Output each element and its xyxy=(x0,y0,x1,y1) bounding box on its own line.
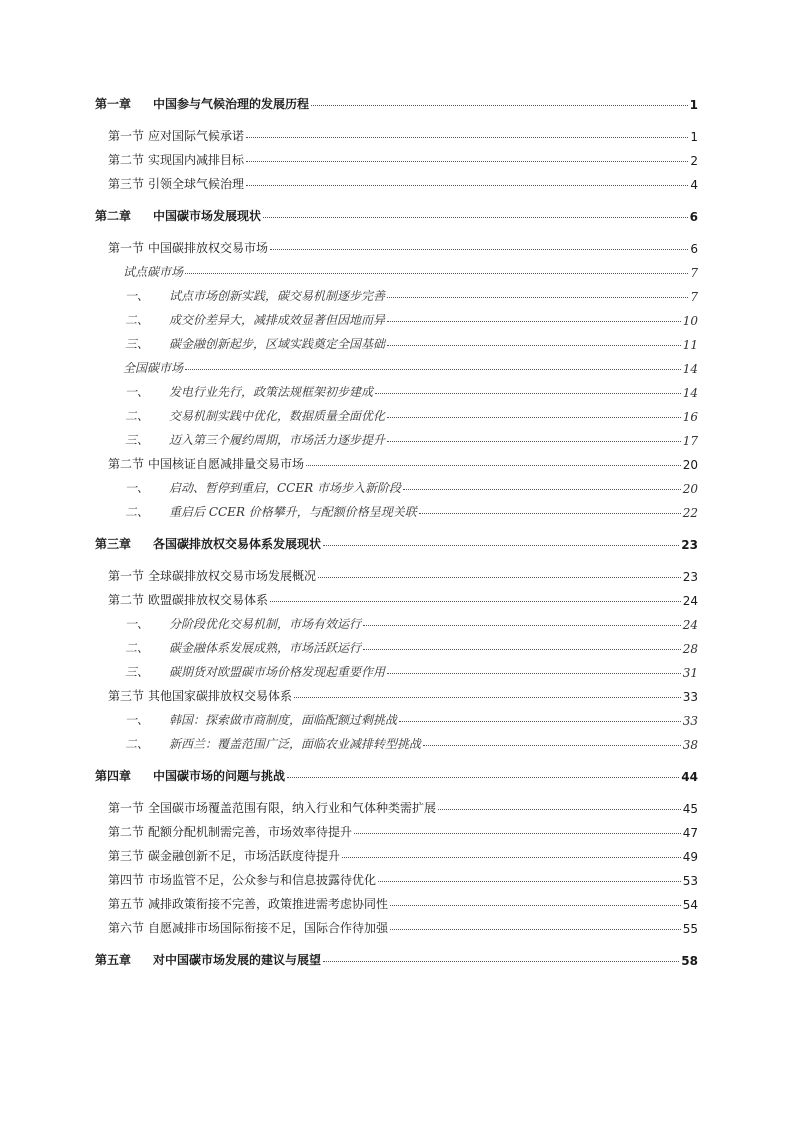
section-number: 第三节 xyxy=(108,689,145,703)
section-title: 中国碳排放权交易市场 xyxy=(148,241,269,255)
toc-section[interactable] xyxy=(95,816,698,840)
section-title: 减排政策衔接不完善，政策推进需考虑协同性 xyxy=(148,897,389,911)
toc-section[interactable] xyxy=(95,912,698,936)
toc-chapter-5[interactable] xyxy=(95,944,698,968)
page-number: 28 xyxy=(682,642,698,656)
page-number: 7 xyxy=(690,290,698,304)
section-number: 第四节 xyxy=(108,873,145,887)
section-number: 第六节 xyxy=(108,921,145,935)
chapter-title: 各国碳排放权交易体系发展现状 xyxy=(153,537,322,551)
page-number: 6 xyxy=(689,210,698,224)
dot-leader xyxy=(323,961,679,962)
chapter-title: 中国参与气候治理的发展历程 xyxy=(153,97,310,111)
subsection-title: 全国碳市场 xyxy=(123,361,184,375)
item-title: 分阶段优化交易机制，市场有效运行 xyxy=(169,617,362,631)
toc-section[interactable] xyxy=(95,448,698,472)
dot-leader xyxy=(387,673,681,674)
page-number: 33 xyxy=(682,714,698,728)
dot-leader xyxy=(354,833,681,834)
toc-chapter-4[interactable] xyxy=(95,760,698,784)
table-of-contents xyxy=(95,88,698,968)
chapter-number: 第二章 xyxy=(95,209,132,223)
toc-item[interactable] xyxy=(95,728,698,752)
toc-item[interactable] xyxy=(95,704,698,728)
chapter-number: 第四章 xyxy=(95,769,132,783)
item-number: 三、 xyxy=(125,665,150,679)
section-title: 中国核证自愿减排量交易市场 xyxy=(148,457,305,471)
page-number: 2 xyxy=(690,154,698,168)
item-title: 重启后 CCER 价格攀升，与配额价格呈现关联 xyxy=(169,505,417,519)
item-number: 一、 xyxy=(125,617,150,631)
dot-leader xyxy=(311,105,688,106)
item-title: 新西兰：覆盖范围广泛，面临农业减排转型挑战 xyxy=(169,737,422,751)
dot-leader xyxy=(387,297,688,298)
section-number: 第二节 xyxy=(108,825,145,839)
item-title: 韩国：探索做市商制度，面临配额过剩挑战 xyxy=(169,713,398,727)
dot-leader xyxy=(270,601,681,602)
dot-leader xyxy=(185,273,688,274)
item-number: 一、 xyxy=(125,289,150,303)
toc-item[interactable] xyxy=(95,608,698,632)
page-number: 4 xyxy=(690,178,698,192)
page-number: 22 xyxy=(682,506,698,520)
page-number: 47 xyxy=(682,826,698,840)
item-number: 一、 xyxy=(125,481,150,495)
item-title: 启动、暂停到重启，CCER 市场步入新阶段 xyxy=(169,481,401,495)
item-title: 碳金融体系发展成熟，市场活跃运行 xyxy=(169,641,362,655)
section-number: 第三节 xyxy=(108,177,145,191)
dot-leader xyxy=(318,577,681,578)
item-number: 一、 xyxy=(125,713,150,727)
toc-item[interactable] xyxy=(95,496,698,520)
item-number: 二、 xyxy=(125,641,150,655)
section-title: 其他国家碳排放权交易体系 xyxy=(148,689,293,703)
section-title: 引领全球气候治理 xyxy=(148,177,245,191)
toc-section[interactable] xyxy=(95,584,698,608)
page-number: 58 xyxy=(681,954,698,968)
section-number: 第二节 xyxy=(108,593,145,607)
chapter-title: 中国碳市场发展现状 xyxy=(153,209,262,223)
dot-leader xyxy=(423,745,681,746)
page-number: 55 xyxy=(682,922,698,936)
dot-leader xyxy=(185,369,681,370)
dot-leader xyxy=(246,185,688,186)
section-number: 第一节 xyxy=(108,569,145,583)
item-title: 发电行业先行，政策法规框架初步建成 xyxy=(169,385,374,399)
page-number: 54 xyxy=(682,898,698,912)
page-number: 24 xyxy=(682,618,698,632)
page-number: 24 xyxy=(682,594,698,608)
page-number: 10 xyxy=(682,314,698,328)
toc-chapter-1[interactable] xyxy=(95,88,698,112)
page-number: 16 xyxy=(682,410,698,424)
section-number: 第二节 xyxy=(108,153,145,167)
toc-item[interactable] xyxy=(95,280,698,304)
dot-leader xyxy=(419,513,681,514)
item-title: 迈入第三个履约周期，市场活力逐步提升 xyxy=(169,433,386,447)
item-number: 二、 xyxy=(125,737,150,751)
page-number: 31 xyxy=(682,666,698,680)
dot-leader xyxy=(375,393,681,394)
toc-section[interactable] xyxy=(95,232,698,256)
section-title: 市场监管不足，公众参与和信息披露待优化 xyxy=(148,873,377,887)
page-number: 53 xyxy=(682,874,698,888)
page-number: 23 xyxy=(682,570,698,584)
page-number: 33 xyxy=(682,690,698,704)
subsection-title: 试点碳市场 xyxy=(123,265,184,279)
item-title: 碳金融创新起步，区域实践奠定全国基础 xyxy=(169,337,386,351)
chapter-title: 中国碳市场的问题与挑战 xyxy=(153,769,286,783)
dot-leader xyxy=(363,625,681,626)
section-title: 欧盟碳排放权交易体系 xyxy=(148,593,269,607)
page-number: 45 xyxy=(682,802,698,816)
chapter-title: 对中国碳市场发展的建议与展望 xyxy=(153,953,322,967)
section-number: 第一节 xyxy=(108,241,145,255)
dot-leader xyxy=(323,545,679,546)
page-number: 1 xyxy=(690,130,698,144)
toc-subsection[interactable] xyxy=(95,256,698,280)
toc-section[interactable] xyxy=(95,560,698,584)
page-number: 17 xyxy=(682,434,698,448)
section-title: 全球碳排放权交易市场发展概况 xyxy=(148,569,317,583)
dot-leader xyxy=(363,649,681,650)
dot-leader xyxy=(246,137,688,138)
page-number: 38 xyxy=(682,738,698,752)
toc-section[interactable] xyxy=(95,792,698,816)
toc-item[interactable] xyxy=(95,400,698,424)
page-number: 14 xyxy=(682,386,698,400)
dot-leader xyxy=(390,905,681,906)
toc-section[interactable] xyxy=(95,120,698,144)
chapter-number: 第一章 xyxy=(95,97,132,111)
section-title: 应对国际气候承诺 xyxy=(148,129,245,143)
section-number: 第一节 xyxy=(108,801,145,815)
item-number: 三、 xyxy=(125,337,150,351)
page-number: 23 xyxy=(681,538,698,552)
toc-section[interactable] xyxy=(95,840,698,864)
item-number: 三、 xyxy=(125,433,150,447)
chapter-number: 第三章 xyxy=(95,537,132,551)
toc-section[interactable] xyxy=(95,680,698,704)
dot-leader xyxy=(246,161,688,162)
dot-leader xyxy=(306,465,681,466)
dot-leader xyxy=(399,721,681,722)
page-number: 11 xyxy=(682,338,698,352)
page-number: 44 xyxy=(681,770,698,784)
dot-leader xyxy=(270,249,688,250)
toc-item[interactable] xyxy=(95,424,698,448)
dot-leader xyxy=(403,489,681,490)
dot-leader xyxy=(287,777,679,778)
toc-section[interactable] xyxy=(95,864,698,888)
dot-leader xyxy=(294,697,681,698)
item-number: 一、 xyxy=(125,385,150,399)
dot-leader xyxy=(387,321,681,322)
section-title: 自愿减排市场国际衔接不足，国际合作待加强 xyxy=(148,921,389,935)
toc-subsection[interactable] xyxy=(95,352,698,376)
toc-section[interactable] xyxy=(95,144,698,168)
item-title: 试点市场创新实践，碳交易机制逐步完善 xyxy=(169,289,386,303)
dot-leader xyxy=(342,857,681,858)
dot-leader xyxy=(390,929,681,930)
item-title: 碳期货对欧盟碳市场价格发现起重要作用 xyxy=(169,665,386,679)
toc-item[interactable] xyxy=(95,376,698,400)
section-number: 第三节 xyxy=(108,849,145,863)
page-number: 1 xyxy=(689,98,698,112)
toc-item[interactable] xyxy=(95,632,698,656)
page-number: 20 xyxy=(682,458,698,472)
page-number: 14 xyxy=(682,362,698,376)
toc-chapter-3[interactable] xyxy=(95,528,698,552)
item-number: 二、 xyxy=(125,313,150,327)
toc-section[interactable] xyxy=(95,888,698,912)
dot-leader xyxy=(438,809,681,810)
item-title: 成交价差异大，减排成效显著但因地而异 xyxy=(169,313,386,327)
dot-leader xyxy=(263,217,688,218)
item-title: 交易机制实践中优化，数据质量全面优化 xyxy=(169,409,386,423)
toc-chapter-2[interactable] xyxy=(95,200,698,224)
chapter-number: 第五章 xyxy=(95,953,132,967)
dot-leader xyxy=(387,345,681,346)
dot-leader xyxy=(378,881,681,882)
page-number: 6 xyxy=(690,242,698,256)
toc-section[interactable] xyxy=(95,168,698,192)
page-number: 20 xyxy=(682,482,698,496)
item-number: 二、 xyxy=(125,505,150,519)
section-title: 全国碳市场覆盖范围有限，纳入行业和气体种类需扩展 xyxy=(148,801,437,815)
section-number: 第五节 xyxy=(108,897,145,911)
toc-item[interactable] xyxy=(95,656,698,680)
item-number: 二、 xyxy=(125,409,150,423)
dot-leader xyxy=(387,417,681,418)
toc-item[interactable] xyxy=(95,472,698,496)
section-title: 实现国内减排目标 xyxy=(148,153,245,167)
toc-item[interactable] xyxy=(95,304,698,328)
toc-item[interactable] xyxy=(95,328,698,352)
page-number: 7 xyxy=(690,266,698,280)
section-number: 第一节 xyxy=(108,129,145,143)
page-number: 49 xyxy=(682,850,698,864)
section-title: 碳金融创新不足，市场活跃度待提升 xyxy=(148,849,341,863)
section-title: 配额分配机制需完善，市场效率待提升 xyxy=(148,825,353,839)
section-number: 第二节 xyxy=(108,457,145,471)
dot-leader xyxy=(387,441,681,442)
